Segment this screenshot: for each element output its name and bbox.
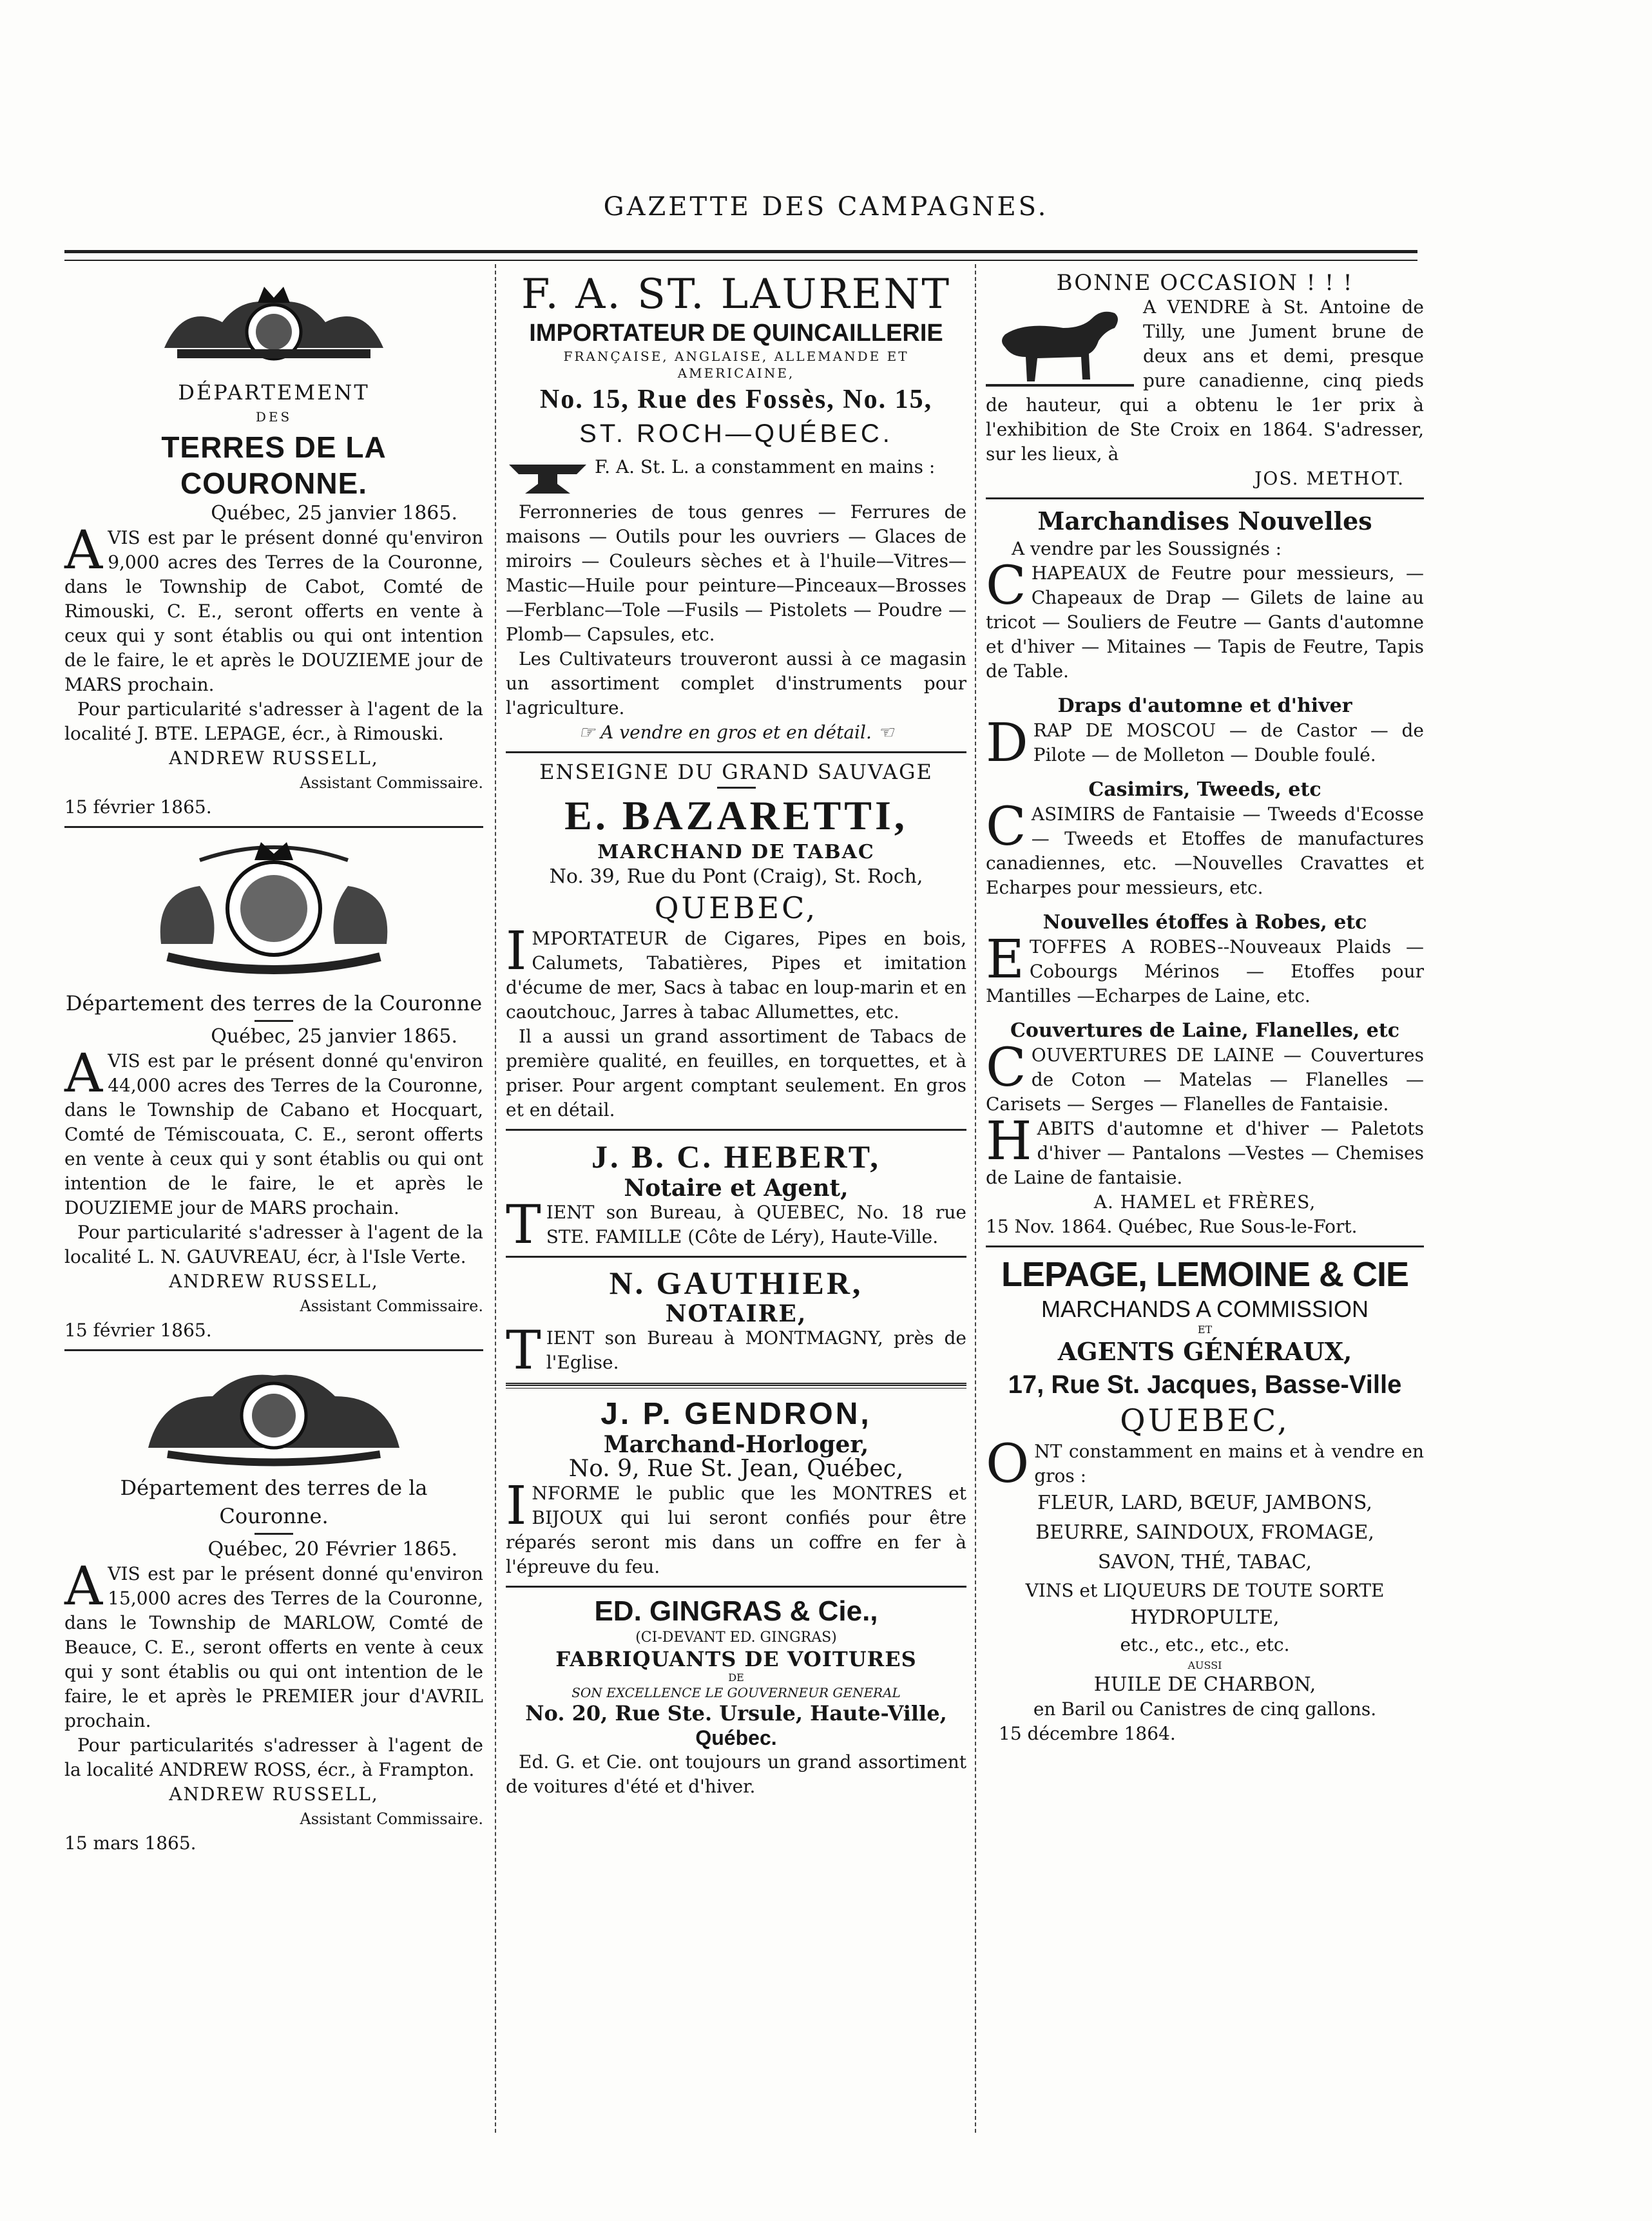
signer-name: ANDREW RUSSELL, [169, 1784, 379, 1805]
signer-name: ANDREW RUSSELL, [169, 747, 379, 769]
notice-title: Département des terres de la Couronne. [120, 1476, 428, 1528]
ad-etc: etc., etc., etc., etc. [1120, 1634, 1290, 1655]
ad-subtitle: IMPORTATEUR DE QUINCAILLERIE [529, 320, 943, 347]
ad-origin: FRANÇAISE, ANGLAISE, ALLEMANDE ET AMERICAINE, [563, 349, 909, 381]
ad-goods: BEURRE, SAINDOUX, FROMAGE, [1035, 1521, 1374, 1544]
horse-icon [986, 299, 1134, 389]
signer-title: Assistant Commissaire. [300, 774, 483, 792]
notice-dateline: Québec, 20 Février 1865. [207, 1538, 457, 1561]
divider [986, 497, 1424, 499]
ad-body: Ed. G. et Cie. ont toujours un grand assortiment de voitures d'été et d'hiver. [506, 1751, 966, 1797]
ad-date: 15 décembre 1864. [999, 1723, 1176, 1744]
divider [506, 1383, 966, 1389]
ad-title: NOTAIRE, [665, 1300, 807, 1327]
notice-date: 15 mars 1865. [64, 1832, 197, 1854]
advertiser-name: F. A. ST. LAURENT [521, 271, 952, 318]
signer-title: Assistant Commissaire. [300, 1297, 483, 1315]
ad-section-body: RAP DE MOSCOU — de Castor — de Pilote — de Molleton — Double foulé. [1033, 720, 1424, 765]
bonne-occasion-ad [986, 271, 1424, 491]
ad-aussi: AUSSI [1187, 1659, 1222, 1671]
advertiser-name: ED. GINGRAS & Cie., [594, 1595, 878, 1627]
ad-section-body: HAPEAUX de Feutre pour messieurs, —Chapeaux de Drap — Gilets de laine au tricot — Souliers de Feutre — Gants d'automne et d'hiver — Mitaines — Tapis de Feutre, Tapis de Table. [986, 562, 1424, 682]
column-divider [975, 264, 976, 2133]
st-laurent-ad [506, 271, 966, 745]
notice-title: TERRES DE LA COURONNE. [161, 430, 387, 500]
ad-note: Les Cultivateurs trouveront aussi à ce magasin un assortiment complet d'instruments pour l'agriculture. [506, 648, 966, 718]
running-title: GAZETTE DES CAMPAGNES. [603, 192, 1049, 222]
drop-cap: D [986, 713, 1028, 774]
ad-de: DE [728, 1671, 744, 1684]
crown-lands-notice-2 [64, 834, 483, 1343]
column-divider [495, 264, 496, 2133]
drop-cap: H [986, 1111, 1032, 1172]
drop-cap: T [506, 1195, 541, 1256]
royal-arms-icon [139, 277, 409, 374]
notice-agent: Pour particularités s'adresser à l'agent de la localité ANDREW ROSS, écr., à Frampton. [64, 1735, 483, 1780]
column-1 [64, 271, 483, 1856]
ad-footer: 15 Nov. 1864. Québec, Rue Sous-le-Fort. [986, 1216, 1358, 1237]
advertiser-name: J. P. GENDRON, [600, 1397, 872, 1431]
ad-trade: FABRIQUANTS DE VOITURES [555, 1647, 917, 1671]
crown-lands-notice-3 [64, 1358, 483, 1856]
drop-cap: A [64, 1043, 103, 1104]
notice-date: 15 février 1865. [64, 1320, 212, 1341]
ad-section-heading: Casimirs, Tweeds, etc [1088, 778, 1321, 801]
ad-items: Ferronneries de tous genres — Ferrures de maisons — Outils pour les ouvriers — Glaces de miroirs — Couleurs sèches et à l'huile—Vitres—Mastic—Huile pour peinture—Pinceaux—Brosses—Ferblanc—Tole —Fusils — Pistolets — Poudre — Plomb— Capsules, etc. [506, 501, 966, 645]
ad-goods: FLEUR, LARD, BŒUF, JAMBONS, [1037, 1492, 1372, 1514]
ad-city: Québec. [695, 1726, 777, 1749]
drop-cap: I [506, 921, 527, 982]
signer-title: Assistant Commissaire. [300, 1810, 483, 1828]
ad-trade: MARCHAND DE TABAC [597, 841, 875, 863]
ad-address: No. 9, Rue St. Jean, Québec, [568, 1456, 904, 1482]
anvil-icon [506, 455, 590, 500]
notice-date: 15 février 1865. [64, 796, 212, 818]
ad-title: Marchandises Nouvelles [1037, 506, 1372, 535]
ad-section-heading: Couvertures de Laine, Flanelles, etc [1010, 1019, 1400, 1042]
drop-cap: I [506, 1476, 527, 1537]
ad-goods: VINS et LIQUEURS DE TOUTE SORTE [1025, 1580, 1385, 1601]
ad-address: No. 20, Rue Ste. Ursule, Haute-Ville, [525, 1701, 947, 1726]
advertiser-name: E. BAZARETTI, [564, 793, 908, 838]
ad-section-body: ASIMIRS de Fantaisie — Tweeds d'Ecosse — Tweeds et Etoffes de manufactures canadiennes, etc. —Nouvelles Cravattes et Echarpes pour messieurs, etc. [986, 803, 1424, 898]
ad-oil: HUILE DE CHARBON, [1093, 1673, 1316, 1696]
drop-cap: E [986, 929, 1024, 990]
ad-city: QUEBEC, [654, 890, 818, 925]
ad-section-body: OUVERTURES DE LAINE — Couvertures de Coton — Matelas — Flanelles — Carisets — Serges — Flanelles de Fantaisie. [986, 1044, 1424, 1115]
notice-body: VIS est par le présent donné qu'environ 9,000 acres des Terres de la Couronne, dans le Township de Cabot, Comté de Rimouski, C. E., seront offerts en vente à ceux qui y sont établis ou qui ont intention de le faire, le et après le DOUZIEME jour de MARS prochain. [64, 527, 483, 695]
bazaretti-ad [506, 760, 966, 1122]
divider [64, 1349, 483, 1351]
notice-body: VIS est par le présent donné qu'environ 15,000 acres des Terres de la Couronne, dans le Township de MARLOW, Comté de Beauce, C. E., seront offerts en vente à ceux qui y sont établis ou qui ont intention de le faire, le et après le PREMIER jour d'AVRIL prochain. [64, 1563, 483, 1731]
ad-city: QUEBEC, [1120, 1403, 1290, 1439]
ad-body: NFORME le public que les MONTRES et BIJOUX qui lui seront confiés pour être réparés seront mis dans un coffre en fer à l'épreuve du feu. [506, 1483, 966, 1577]
ad-body: A VENDRE à St. Antoine de Tilly, une Jument brune de deux ans et demi, presque pure canadienne, cinq pieds de hauteur, qui a obtenu le 1er prix à l'exhibition de Ste Croix en 1864. S'adresser, sur les lieux, à [986, 296, 1424, 465]
divider [506, 1129, 966, 1131]
advertiser-name: LEPAGE, LEMOINE & CIE [1001, 1255, 1409, 1294]
ad-body: MPORTATEUR de Cigares, Pipes en bois, Calumets, Tabatières, Pipes et imitation d'écume de mer, Sacs à tabac en loup-marin et en caoutchouc, Jarres à tabac Allumettes, etc. [506, 928, 966, 1023]
ad-former-name: (CI-DEVANT ED. GINGRAS) [635, 1630, 837, 1646]
divider [506, 751, 966, 753]
crown-lands-notice-1 [64, 277, 483, 820]
ad-oil-note: en Baril ou Canistres de cinq gallons. [1033, 1698, 1377, 1720]
ad-subtitle: MARCHANDS A COMMISSION [1041, 1296, 1369, 1322]
ad-section-heading: Draps d'automne et d'hiver [1057, 695, 1352, 717]
ad-subtitle-2: AGENTS GÉNÉRAUX, [1057, 1337, 1352, 1366]
drop-cap: O [986, 1434, 1030, 1495]
ad-goods: SAVON, THÉ, TABAC, [1097, 1551, 1312, 1573]
ad-title: Marchand-Horloger, [603, 1431, 869, 1458]
notice-body: VIS est par le présent donné qu'environ 44,000 acres des Terres de la Couronne, dans le Township de Cabano et Hocquart, Comté de Témiscouata, C. E., seront offerts en vente à ceux qui y sont établis ou qui ont intention de le faire, le et après le DOUZIEME jour de MARS prochain. [64, 1050, 483, 1218]
ad-address: No. 39, Rue du Pont (Craig), St. Roch, [549, 865, 923, 888]
ad-body-2: Il a aussi un grand assortiment de Tabacs de première qualité, en feuilles, en torquettes, et à priser. Pour argent comptant seulement. En gros et en détail. [506, 1026, 966, 1120]
ad-signer: A. HAMEL et FRÈRES, [1093, 1191, 1316, 1213]
top-rule [64, 250, 1417, 261]
column-2 [506, 271, 966, 1799]
hamel-ad [986, 506, 1424, 1239]
pointing-hand-icon: ☞ [579, 722, 601, 743]
ad-city: ST. ROCH—QUÉBEC. [579, 419, 893, 448]
ad-address: 17, Rue St. Jacques, Basse-Ville [1008, 1370, 1402, 1399]
ad-body: NT constamment en mains et à vendre en gros : [1034, 1441, 1424, 1486]
divider [717, 787, 756, 789]
advertiser-name: J. B. C. HEBERT, [591, 1139, 881, 1175]
royal-arms-icon [122, 1358, 425, 1467]
ad-lead: F. A. St. L. a constamment en mains : [595, 456, 936, 477]
divider [64, 826, 483, 828]
ad-section-body: ABITS d'automne et d'hiver — Paletots d'hiver — Pantalons —Vestes — Chemises de Laine de fantaisie. [986, 1118, 1424, 1188]
department-label: DÉPARTEMENT [178, 380, 370, 405]
signer-name: ANDREW RUSSELL, [169, 1271, 379, 1292]
ad-body: IENT son Bureau, à QUEBEC, No. 18 rue STE. FAMILLE (Côte de Léry), Haute-Ville. [546, 1202, 966, 1247]
ad-section-body: TOFFES A ROBES--Nouveaux Plaids — Cobourgs Mérinos — Etoffes pour Mantilles —Echarpes de Laine, etc. [986, 936, 1424, 1006]
notice-dateline: Québec, 25 janvier 1865. [211, 502, 457, 524]
divider [255, 1020, 293, 1022]
ad-signer: JOS. METHOT. [1254, 468, 1405, 489]
drop-cap: C [986, 1037, 1026, 1099]
advertiser-name: N. GAUTHIER, [609, 1265, 863, 1301]
ad-body: IENT son Bureau à MONTMAGNY, près de l'Eglise. [546, 1327, 966, 1373]
notice-agent: Pour particularité s'adresser à l'agent de la localité J. BTE. LEPAGE, écr., à Rimouski. [64, 698, 483, 744]
ad-title: Notaire et Agent, [624, 1175, 849, 1202]
divider [986, 1245, 1424, 1247]
divider [506, 1256, 966, 1258]
ad-address: No. 15, Rue des Fossès, No. 15, [539, 385, 933, 414]
notice-dateline: Québec, 25 janvier 1865. [211, 1025, 457, 1048]
des-label: DES [255, 409, 293, 425]
drop-cap: A [64, 520, 103, 581]
ad-sale: A vendre en gros et en détail. [600, 722, 872, 743]
gingras-ad [506, 1594, 966, 1799]
royal-arms-icon [122, 834, 425, 983]
lepage-lemoine-ad [986, 1254, 1424, 1746]
drop-cap: A [64, 1556, 103, 1617]
divider [506, 1586, 966, 1588]
ad-goods: HYDROPULTE, [1130, 1606, 1280, 1629]
hebert-ad [506, 1137, 966, 1256]
ad-patron: SON EXCELLENCE LE GOUVERNEUR GENERAL [571, 1685, 901, 1700]
ad-intro: A vendre par les Soussignés : [1012, 538, 1282, 559]
ad-section-heading: Nouvelles étoffes à Robes, etc [1042, 911, 1367, 934]
gauthier-ad [506, 1264, 966, 1381]
ad-et: ET [1197, 1323, 1213, 1336]
drop-cap: T [506, 1320, 541, 1381]
ad-title: BONNE OCCASION ! ! ! [1056, 270, 1354, 296]
drop-cap: C [986, 796, 1026, 858]
column-3 [986, 271, 1424, 1746]
notice-title: Département des terres de la Couronne [65, 991, 483, 1015]
gendron-ad [506, 1396, 966, 1579]
notice-agent: Pour particularité s'adresser à l'agent de la localité L. N. GAUVREAU, écr, à l'Isle Verte. [64, 1222, 483, 1267]
pointing-hand-icon: ☜ [871, 722, 894, 743]
ad-sign: ENSEIGNE DU GRAND SAUVAGE [539, 760, 933, 784]
divider [255, 1533, 293, 1535]
drop-cap: C [986, 555, 1026, 617]
